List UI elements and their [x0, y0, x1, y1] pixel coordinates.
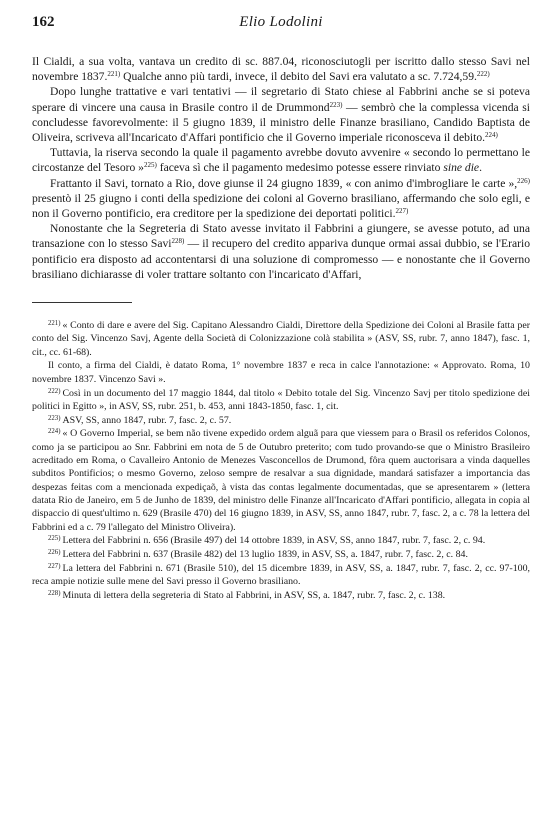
footnote-reference: 222) [476, 70, 490, 79]
text-run: — il recupero del credito appariva dunque ormai assai dubbio, se l'Erario pontificio era disposto ad accontentarsi di una soluzione di compromesso — e nonostante che il Governo brasiliano dichiarasse di voler trattare soltanto con l'incaricato d'Affari, [32, 237, 530, 281]
footnote [32, 414, 530, 427]
footnote-reference: 228) [171, 237, 185, 246]
footnote-number: 225) [48, 535, 61, 543]
footnote-text: Lettera del Fabbrini n. 656 (Brasile 497) del 14 ottobre 1839, in ASV, SS, anno 1847, rubr. 7, fasc. 2, c. 94. [62, 535, 486, 547]
text-run: — sembrò che la complessa vicenda si concludesse favorevolmente: il 5 giugno 1839, il ministro delle Finanze brasiliano, Candido Baptista de Oliveira, scriveva all'Incaricato d'Affari pontificio che il Governo imperiale riconosceva il debito. [32, 100, 530, 145]
text-run: Frattanto il Savi, tornato a Rio, dove giunse il 24 giugno 1839, « con animo d'imbrogliare le carte », [50, 176, 518, 190]
footnote-text: « O Governo Imperial, se bem não tivene expedido ordem alguã para que viessem para o Brasil os referidos Colonos, como ja se participou ao Snr. Fabbrini em nota de 5 de Outubro preterito; com tudo provando-se que o Ministro Brasileiro acreditado em Roma, o Cavalleiro Antonio de Menezes Vasconcellos de Drumond, fôra quem auctorisara a vinda daquelles subditos Pontificios; o mesmo Governo, zeloso sempre de resalvar a sua dignidade, mandará satisfazer a importancia das despezas feitas com a mencionada expediçaõ, à vista das contas legalmente documentadas, que se apresentarem » (lettera datata Rio de Janeiro, em 5 de Junho de 1839, del ministro delle Finanze all'Incaricato d'Affari pontificio, allegata in copia al dispaccio di quest'ultimo n. 629 (Brasile 470) del 16 giugno 1839, in ASV, SS, anno 1847, rubr. 7, fasc. 2, a c. 78 la lettera del Fabbrini ed a c. 79 l'allegato del Ministro Oliveira). [32, 428, 530, 533]
body-text [32, 54, 530, 282]
text-run: Qualche anno più tardi, invece, il debito del Savi era valutato a sc. 7.724,59. [120, 70, 477, 84]
footnote-number: 222) [48, 387, 61, 395]
text-run: Dopo lunghe trattative e vari tentativi — il segretario di Stato chiese al Fabbrini anche se si poteva sperare di vincere una causa in Brasile contro il de Drummond [32, 85, 530, 114]
body-paragraph [32, 54, 530, 84]
footnote-number: 221) [48, 320, 61, 328]
footnote-number: 226) [48, 549, 61, 557]
text-run: Nonostante che la Segreteria di Stato avesse invitato il Fabbrini a giungere, se avesse potuto, ad una transazione con lo stesso Savi [32, 222, 530, 251]
running-title: Elio Lodolini [239, 14, 323, 30]
page-number: 162 [32, 14, 55, 30]
body-paragraph [32, 221, 530, 282]
footnote-reference: 226) [517, 176, 530, 185]
body-paragraph [32, 145, 530, 175]
footnote [32, 589, 530, 602]
footnote-number: 223) [48, 414, 61, 422]
footnote-text: La lettera del Fabbrini n. 671 (Brasile 510), del 15 dicembre 1839, in ASV, SS, a. 1847, rubr. 7, fasc. 2, cc. 97-100, reca ampie notizie sulle mene del Savi presso il Governo brasiliano. [32, 562, 530, 588]
text-run: presentò il 25 giugno i conti della spedizione dei coloni al Governo brasiliano, affermando che solo egli, e non il Governo pontificio, era creditore per la spedizione dei deportati politici. [32, 191, 530, 221]
footnote [32, 387, 530, 414]
text-run: . [479, 161, 482, 175]
footnote-number: 224) [48, 428, 61, 436]
footnote-text: « Conto di dare e avere del Sig. Capitano Alessandro Cialdi, Direttore della Spedizione dei Coloni al Brasile fatta per conto del Sig. Vincenzo Savj, Agente della Società di Colonizzazione colà stabilita » (ASV, SS, rubr. 7, anno 1847), fasc. 1, cit., cc. 61-68). [32, 320, 530, 358]
footnote-text: Minuta di lettera della segreteria di Stato al Fabbrini, in ASV, SS, a. 1847, rubr. 7, fasc. 2, c. 138. [62, 589, 446, 601]
footnote [32, 562, 530, 589]
text-run: Tuttavia, la riserva secondo la quale il pagamento avrebbe dovuto avvenire « secondo lo permettano le circostanze del Tesoro » [32, 146, 530, 175]
text-run: Il Cialdi, a sua volta, vantava un credito di sc. 887.04, riconosciutogli per iscritto dallo stesso Savi nel novembre 1837. [32, 55, 530, 84]
running-head [32, 14, 530, 36]
footnote [32, 319, 530, 359]
footnote-number: 228) [48, 589, 61, 597]
body-paragraph [32, 84, 530, 145]
footnote-reference: 224) [485, 131, 498, 140]
footnote [32, 548, 530, 561]
footnotes [32, 319, 530, 602]
footnote-number: 227) [48, 562, 61, 570]
text-run: faceva sì che il pagamento medesimo potesse essere rinviato [156, 161, 444, 175]
footnote [32, 427, 530, 533]
footnote-reference: 225) [143, 161, 157, 170]
footnote-reference: 221) [107, 70, 121, 79]
italic-text: sine die [443, 161, 480, 175]
footnote-text: ASV, SS, anno 1847, rubr. 7, fasc. 2, c. 57. [62, 414, 232, 426]
footnote-text: Il conto, a firma del Cialdi, è datato Roma, 1° novembre 1837 e reca in calce l'annotazione: « Approvato. Roma, 10 novembre 1837. Vincenzo Savi ». [32, 360, 530, 385]
footnote-reference: 223) [329, 100, 343, 109]
footnote-reference: 227) [395, 207, 409, 216]
footnote-rule [32, 302, 132, 303]
footnote [32, 534, 530, 547]
footnote-text: Così in un documento del 17 maggio 1844, dal titolo « Debito totale del Sig. Vincenzo Savj per titolo spedizione dei politici in Egitto », in ASV, SS, rubr. 251, b. 453, anni 1843-1850, fasc. 1, cit. [32, 387, 530, 412]
footnote [32, 359, 530, 386]
footnote-text: Lettera del Fabbrini n. 637 (Brasile 482) del 13 luglio 1839, in ASV, SS, a. 1847, rubr. 7, fasc. 2, c. 84. [62, 549, 468, 561]
body-paragraph [32, 176, 530, 222]
